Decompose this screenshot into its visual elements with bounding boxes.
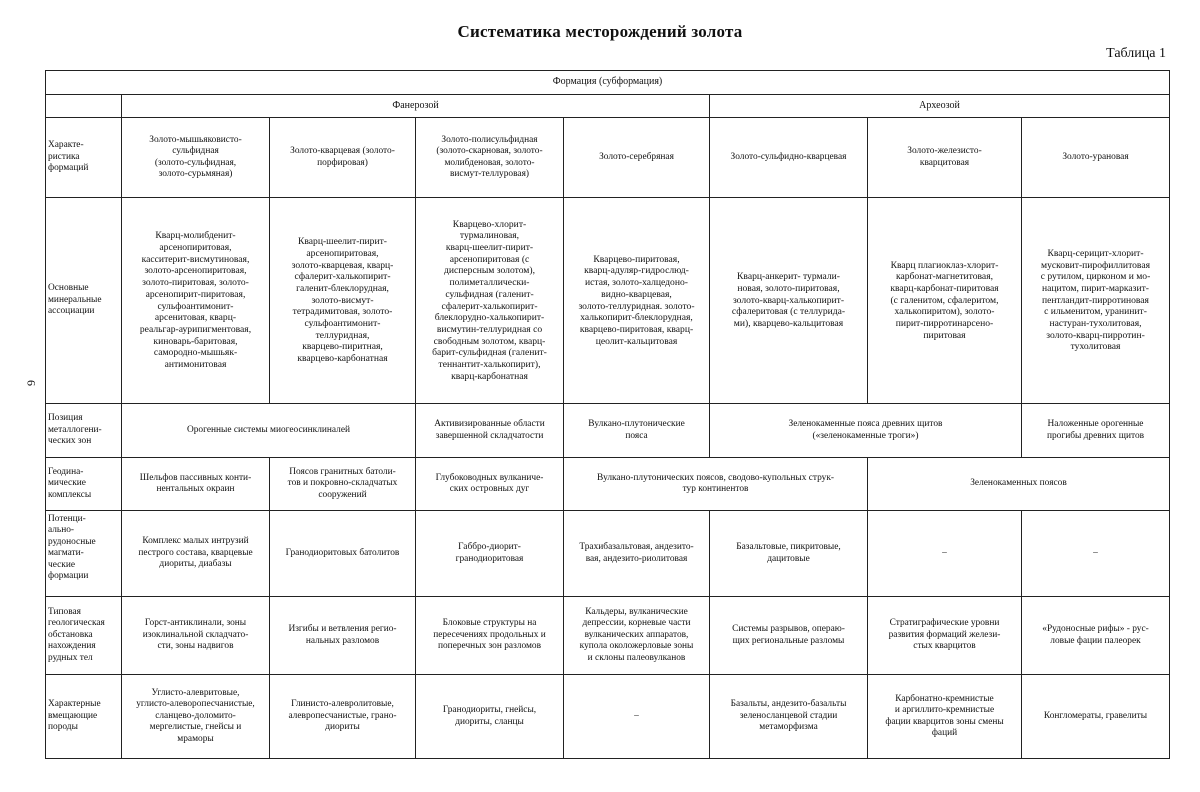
table-cell: Глинисто-алевролитовые, алевропесчанистые, грано- диориты: [270, 675, 416, 759]
table-cell: Изгибы и ветвления регио- нальных разломов: [270, 597, 416, 675]
table-cell: Золото-кварцевая (золото- порфировая): [270, 118, 416, 198]
table-cell: –: [1022, 511, 1170, 597]
table-cell: Кварц-анкерит- турмали- новая, золото-пиритовая, золото-кварц-халькопирит- сфалеритовая (с теллурида- ми), кварцево-кальцитовая: [710, 198, 868, 404]
table-cell: Горст-антиклинали, зоны изоклинальной складчато- сти, зоны надвигов: [122, 597, 270, 675]
table-row: [46, 198, 1170, 404]
table-number-label: Таблица 1: [1106, 46, 1166, 61]
table-cell: Гранодиоритовых батолитов: [270, 511, 416, 597]
header-row-formation: [46, 71, 1170, 95]
table-cell: –: [868, 511, 1022, 597]
row-label-minerals: Основные минеральные ассоциации: [46, 198, 122, 404]
table-cell: Трахибазальтовая, андезито- вая, андезито-риолитовая: [564, 511, 710, 597]
table-cell: Вулкано-плутонических поясов, сводово-купольных струк- тур континентов: [564, 458, 868, 511]
table-cell: Карбонатно-кремнистые и аргиллито-кремнистые фации кварцитов зоны смены фаций: [868, 675, 1022, 759]
table-cell: Золото-мышьяковисто- сульфидная (золото-сульфидная, золото-сурьмяная): [122, 118, 270, 198]
table-cell: Активизированные области завершенной складчатости: [416, 404, 564, 458]
row-label-geodynamic: Геодина- мические комплексы: [46, 458, 122, 511]
header-row-eons: [46, 95, 1170, 118]
table-cell: Орогенные системы миогеосинклиналей: [122, 404, 416, 458]
table-cell: Вулкано-плутонические пояса: [564, 404, 710, 458]
formation-header: Формация (субформация): [46, 71, 1170, 95]
table-cell: Базальты, андезито-базальты зеленосланцевой стадии метаморфизма: [710, 675, 868, 759]
table-cell: Кальдеры, вулканические депрессии, корневые части вулканических аппаратов, купола околожерловые зоны и склоны палеовулканов: [564, 597, 710, 675]
table-cell: Шельфов пассивных конти- нентальных окраин: [122, 458, 270, 511]
table-cell: –: [564, 675, 710, 759]
table-row: [46, 597, 1170, 675]
table-cell: Золото-полисульфидная (золото-скарновая, золото- молибденовая, золото- висмут-теллуровая): [416, 118, 564, 198]
document-title: Систематика месторождений золота: [457, 22, 743, 41]
table-cell: Углисто-алевритовые, углисто-алеворопесчанистые, сланцево-доломито- мергелистые, гнейсы и мраморы: [122, 675, 270, 759]
gold-deposits-table: [45, 70, 1170, 759]
table-cell: Гранодиориты, гнейсы, диориты, сланцы: [416, 675, 564, 759]
table-cell: Золото-урановая: [1022, 118, 1170, 198]
row-label-position: Позиция металлогени- ческих зон: [46, 404, 122, 458]
table-cell: Зеленокаменных поясов: [868, 458, 1170, 511]
table-row: [46, 675, 1170, 759]
table-row: [46, 511, 1170, 597]
table-row: [46, 118, 1170, 198]
row-label-magmatic: Потенци- ально- рудоносные магмати- ческие формации: [46, 511, 122, 597]
table-cell: Кварцево-пиритовая, кварц-адуляр-гидрослюд- истая, золото-халцедоно- видно-кварцевая, золото-теллуридная. золото- халькопирит-блеклорудная, кварцево-пиритовая, кварц- цеолит-кальцитовая: [564, 198, 710, 404]
table-cell: Кварцево-хлорит- турмалиновая, кварц-шеелит-пирит- арсенопиритовая (с дисперсным золотом), полиметаллически- сульфидная (галенит- сфалерит-халькопирит- блеклорудно-халькопирит- висмутин-теллуридная со свободным золотом, кварц- барит-сульфидная (галенит- теннантит-халькопирит), кварц-карбонатная: [416, 198, 564, 404]
table-cell: Глубоководных вулканиче- ских островных дуг: [416, 458, 564, 511]
page-number: 9: [24, 380, 38, 386]
table-cell: Наложенные орогенные прогибы древних щитов: [1022, 404, 1170, 458]
table-cell: Кварц-шеелит-пирит- арсенопиритовая, золото-кварцевая, кварц- сфалерит-халькопирит- галенит-блеклорудная, золото-висмут- тетрадимитовая, золото- сульфоантимонит- теллуридная, кварцево-пиритная, кварцево-карбонатная: [270, 198, 416, 404]
row-label-structure: Типовая геологическая обстановка нахождения рудных тел: [46, 597, 122, 675]
table-row: [46, 404, 1170, 458]
phanerozoic-header: Фанерозой: [122, 95, 710, 118]
header-empty-cell: [46, 95, 122, 118]
table-cell: Конгломераты, гравелиты: [1022, 675, 1170, 759]
table-cell: Золото-железисто- кварцитовая: [868, 118, 1022, 198]
table-row: [46, 458, 1170, 511]
table-cell: Комплекс малых интрузий пестрого состава, кварцевые диориты, диабазы: [122, 511, 270, 597]
table-cell: Габбро-диорит- гранодиоритовая: [416, 511, 564, 597]
table-cell: Кварц-молибденит- арсенопиритовая, касситерит-висмутиновая, золото-арсенопиритовая, золото-пиритовая, золото- арсенопирит-пиритовая, сульфоантимонит- арсенитовая, кварц- реальгар-аурипигментовая, киноварь-баритовая, самородно-мышьяк- антимонитовая: [122, 198, 270, 404]
archeozoic-header: Археозой: [710, 95, 1170, 118]
table-cell: «Рудоносные рифы» - рус- ловые фации палеорек: [1022, 597, 1170, 675]
row-label-host-rocks: Характерные вмещающие породы: [46, 675, 122, 759]
table-cell: Блоковые структуры на пересечениях продольных и поперечных зон разломов: [416, 597, 564, 675]
table-cell: Золото-сульфидно-кварцевая: [710, 118, 868, 198]
table-cell: Зеленокаменные пояса древних щитов («зеленокаменные троги»): [710, 404, 1022, 458]
table-cell: Базальтовые, пикритовые, дацитовые: [710, 511, 868, 597]
table-cell: Кварц-серицит-хлорит- мусковит-пирофиллитовая с рутилом, цирконом и мо- нацитом, пирит-марказит- пентландит-пирротиновая с ильменитом, уранинит- настуран-тухолитовая, золото-кварц-пирротин- тухолитовая: [1022, 198, 1170, 404]
table-cell: Системы разрывов, операю- щих региональные разломы: [710, 597, 868, 675]
table-cell: Поясов гранитных батоли- тов и покровно-складчатых сооружений: [270, 458, 416, 511]
row-label-characteristics: Характе- ристика формаций: [46, 118, 122, 198]
table-cell: Золото-серебряная: [564, 118, 710, 198]
table-cell: Кварц плагиоклаз-хлорит- карбонат-магнетитовая, кварц-карбонат-пиритовая (с галенитом, сфалеритом, халькопиритом), золото- пирит-пирротинарсено- пиритовая: [868, 198, 1022, 404]
table-cell: Стратиграфические уровни развития формаций желези- стых кварцитов: [868, 597, 1022, 675]
